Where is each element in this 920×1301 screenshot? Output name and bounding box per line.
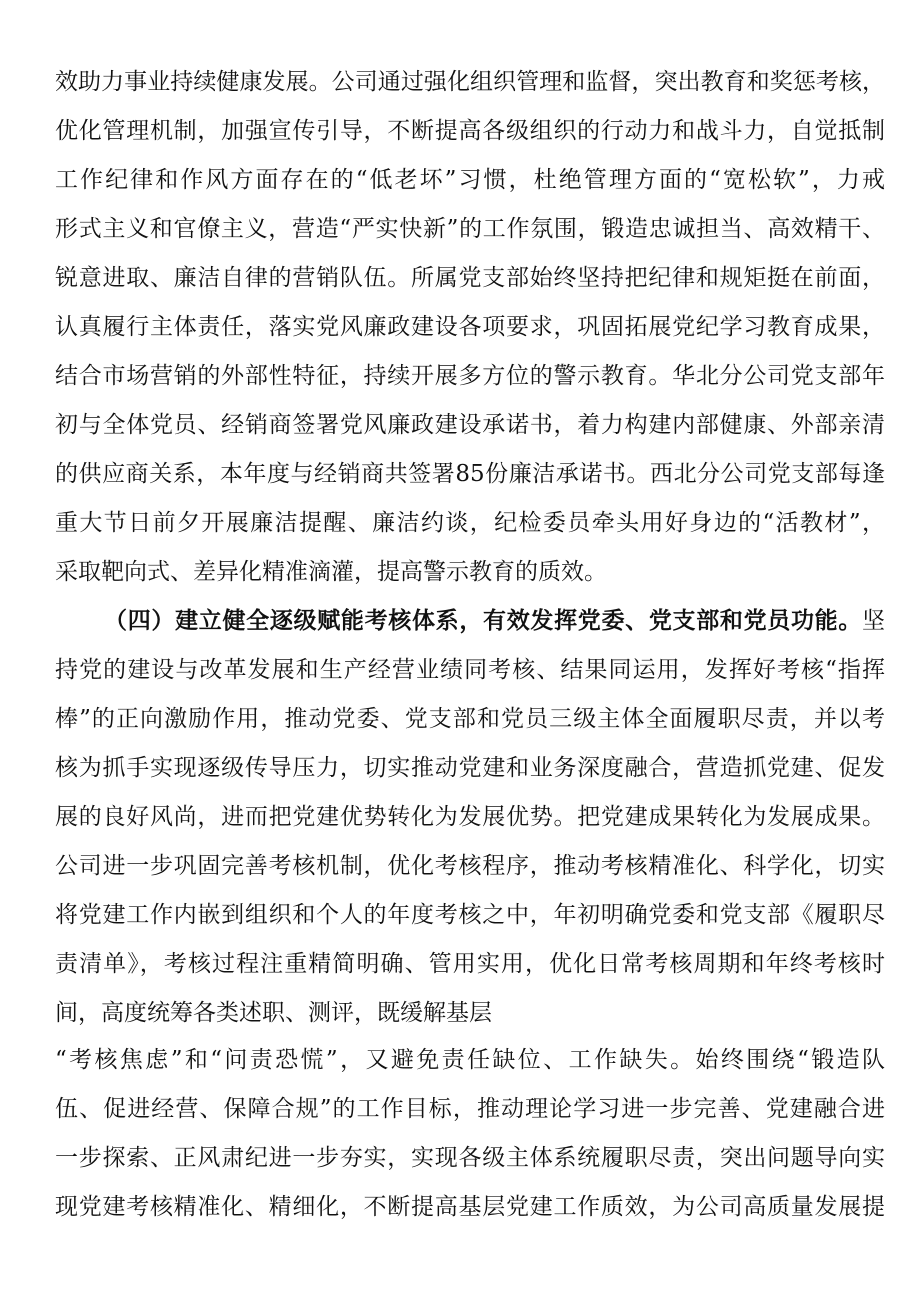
text-line: “考核焦虑”和“问责恐慌”，又避免责任缺位、工作缺失。始终围绕“锻造队: [55, 1047, 885, 1073]
text-line: 形式主义和官僚主义，营造“严实快新”的工作氛围，锻造忠诚担当、高效精干、: [55, 216, 885, 242]
text-line: 认真履行主体责任，落实党风廉政建设各项要求，巩固拓展党纪学习教育成果，: [55, 314, 885, 340]
text-line: 效助力事业持续健康发展。公司通过强化组织管理和监督，突出教育和奖惩考核，: [55, 69, 885, 95]
text-line: 工作纪律和作风方面存在的“低老坏”习惯，杜绝管理方面的“宽松软”，力戒: [55, 167, 885, 193]
text-line: 初与全体党员、经销商签署党风廉政建设承诺书，着力构建内部健康、外部亲清: [55, 412, 885, 438]
text-line: 重大节日前夕开展廉洁提醒、廉洁约谈，纪检委员牵头用好身边的“活教材”，: [55, 510, 885, 536]
text-line: 采取靶向式、差异化精准滴灌，提高警示教育的质效。: [55, 559, 607, 585]
text-line: 核为抓手实现逐级传导压力，切实推动党建和业务深度融合，营造抓党建、促发: [55, 755, 885, 781]
text-line: 公司进一步巩固完善考核机制，优化考核程序，推动考核精准化、科学化，切实: [55, 853, 885, 879]
text-line: 间，高度统筹各类述职、测评，既缓解基层: [55, 1000, 492, 1026]
text-line: 将党建工作内嵌到组织和个人的年度考核之中，年初明确党委和党支部《履职尽: [55, 902, 885, 928]
text-line: 责清单》，考核过程注重精简明确、管用实用，优化日常考核周期和年终考核时: [55, 951, 885, 977]
text-line: 结合市场营销的外部性特征，持续开展多方位的警示教育。华北分公司党支部年: [55, 363, 885, 389]
heading-line-rest: 坚: [862, 608, 885, 634]
text-line: 一步探索、正风肃纪进一步夯实，实现各级主体系统履职尽责，突出问题导向实: [55, 1145, 885, 1171]
text-line: 持党的建设与改革发展和生产经营业绩同考核、结果同运用，发挥好考核“指挥: [55, 657, 885, 683]
text-line: 展的良好风尚，进而把党建优势转化为发展优势。把党建成果转化为发展成果。: [55, 804, 885, 830]
section-heading: （四）建立健全逐级赋能考核体系，有效发挥党委、党支部和党员功能。: [104, 607, 862, 634]
text-line: 现党建考核精准化、精细化，不断提高基层党建工作质效，为公司高质量发展提: [55, 1194, 885, 1220]
text-line: 伍、促进经营、保障合规”的工作目标，推动理论学习进一步完善、党建融合进: [55, 1096, 885, 1122]
text-line: 棒”的正向激励作用，推动党委、党支部和党员三级主体全面履职尽责，并以考: [55, 706, 885, 732]
heading-line: [104, 601, 885, 641]
text-line: 锐意进取、廉洁自律的营销队伍。所属党支部始终坚持把纪律和规矩挺在前面，: [55, 265, 885, 291]
text-line: 优化管理机制，加强宣传引导，不断提高各级组织的行动力和战斗力，自觉抵制: [55, 118, 885, 144]
text-line: 的供应商关系，本年度与经销商共签署85份廉洁承诺书。西北分公司党支部每逢: [55, 461, 885, 487]
